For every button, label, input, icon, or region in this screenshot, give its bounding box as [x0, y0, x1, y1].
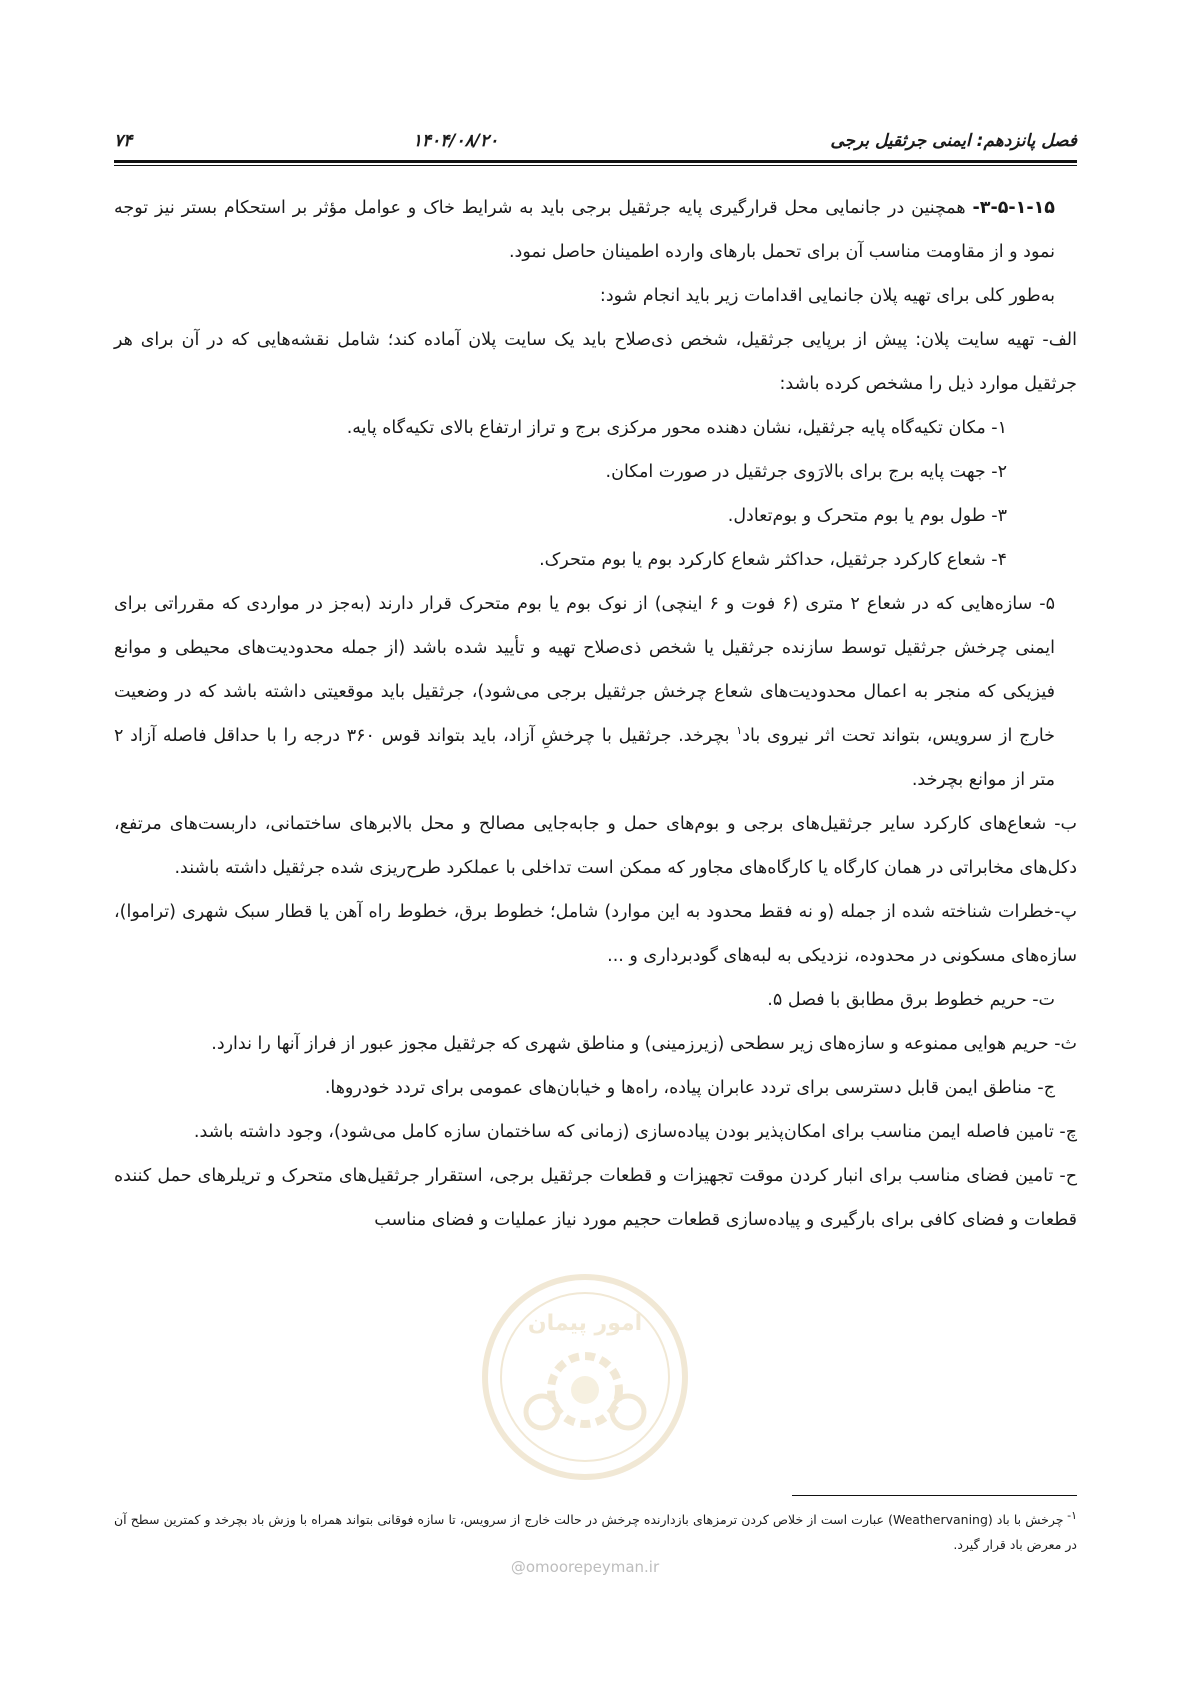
page-header — [114, 126, 1077, 156]
watermark-logo-text: امور پیمان — [527, 1311, 643, 1336]
watermark-url: @omoorepeyman.ir — [510, 1558, 660, 1576]
page-number: ۷۴ — [114, 131, 133, 151]
page-body — [114, 186, 1077, 1242]
footnote-text-start: چرخش با باد ( — [987, 1512, 1064, 1527]
list-item-5 — [114, 582, 1077, 802]
list-item-2: ۲- جهت پایه برج برای بالارَوی جرثقیل در صورت امکان. — [605, 462, 1007, 482]
item-se: ث- حریم هوایی ممنوعه و سازه‌های زیر سطحی (زیرزمینی) و مناطق شهری که جرثقیل مجوز عبور از فراز آنها را ندارد. — [211, 1034, 1077, 1054]
list-item-5-text: ۵- سازه‌هایی که در شعاع ۲ متری (۶ فوت و ۶ اینچی) از نوک بوم یا بوم متحرک قرار دارند (به‌جز در مواردی که مقرراتی برای ایمنی چرخش جرثقیل توسط سازنده جرثقیل یا شخص ذی‌صلاح تهیه و تأیید شده باشد (از جمله محدودیت‌های محیطی و موانع فیزیکی که منجر به اعمال محدودیت‌های شعاع چرخش جرثقیل برجی می‌شود)، جرثقیل باید موقعیتی داشته باشد که در وضعیت خارج از سرویس، بتواند تحت اثر نیروی باد — [114, 594, 1055, 746]
item-jim: ج- مناطق ایمن قابل دسترسی برای تردد عابران پیاده، راه‌ها و خیابان‌های عمومی برای تردد خودروها. — [324, 1078, 1055, 1098]
list-item-4: ۴- شعاع کارکرد جرثقیل، حداکثر شعاع کارکرد بوم یا بوم متحرک. — [539, 550, 1007, 570]
footnote — [114, 1507, 1077, 1557]
header-rule-thick — [114, 160, 1077, 163]
footnote-marker: ۱- — [1063, 1508, 1077, 1522]
header-rule-thin — [114, 165, 1077, 166]
item-he: ح- تامین فضای مناسب برای انبار کردن موقت تجهیزات و قطعات جرثقیل برجی، استقرار جرثقیل‌های متحرک و تریلرهای حمل کننده قطعات و فضای کافی برای بارگیری و پیاده‌سازی قطعات حجیم مورد نیاز عملیات و فضای مناسب — [114, 1166, 1077, 1230]
item-be: ب- شعاع‌های کارکرد سایر جرثقیل‌های برجی و بوم‌های حمل و جابه‌جایی مصالح و محل بالابرهای ساختمانی، داربست‌های مرتفع، دکل‌های مخابراتی در همان کارگاه یا کارگاه‌های مجاور که ممکن است تداخلی با عملکرد طرح‌ریزی شده جرثقیل داشته باشند. — [114, 814, 1077, 878]
footnote-text-end: ) عبارت است از خلاص کردن ترمزهای بازدارنده چرخش در حالت خارج از سرویس، تا سازه فوقانی بتواند همراه با وزش باد بچرخد و کمترین سطح آن در معرض باد قرار گیرد. — [114, 1512, 1077, 1552]
footnote-reference: ۱ — [736, 724, 743, 738]
item-pe: پ-خطرات شناخته شده از جمله (و نه فقط محدود به این موارد) شامل؛ خطوط برق، خطوط راه آهن یا قطار سبک شهری (تراموا)، سازه‌های مسکونی در محدوده، نزدیکی به لبه‌های گودبرداری و ... — [114, 902, 1077, 966]
chapter-title: فصل پانزدهم: ایمنی جرثقیل برجی — [830, 131, 1077, 151]
section-number: ۳-۵-۱-۱۵- — [972, 198, 1055, 218]
section-text: همچنین در جانمایی محل قرارگیری پایه جرثقیل برجی باید به شرایط خاک و عوامل مؤثر بر استحکام بستر نیز توجه نمود و از مقاومت مناسب آن برای تحمل بارهای وارده اطمینان حاصل نمود. — [114, 198, 1055, 262]
list-item-3: ۳- طول بوم یا بوم متحرک و بوم‌تعادل. — [727, 506, 1007, 526]
intro-paragraph: به‌طور کلی برای تهیه پلان جانمایی اقدامات زیر باید انجام شود: — [599, 286, 1055, 306]
header-date: ۱۴۰۴/۰۸/۲۰ — [412, 131, 499, 151]
footnote-term: Weathervaning — [892, 1512, 988, 1527]
list-item-5-text-end: بچرخد. جرثقیل با چرخشِ آزاد، باید بتواند قوس ۳۶۰ درجه را با حداقل فاصله آزاد ۲ متر از موانع بچرخد. — [114, 726, 1055, 790]
footnote-separator — [792, 1495, 1077, 1496]
item-che: چ- تامین فاصله ایمن مناسب برای امکان‌پذیر بودن پیاده‌سازی (زمانی که ساختمان سازه کامل می‌شود)، وجود داشته باشد. — [193, 1122, 1077, 1142]
item-te: ت- حریم خطوط برق مطابق با فصل ۵. — [767, 990, 1055, 1010]
list-item-1: ۱- مکان تکیه‌گاه پایه جرثقیل، نشان دهنده محور مرکزی برج و تراز ارتفاع بالای تکیه‌گاه پایه. — [346, 418, 1007, 438]
section-paragraph — [114, 186, 1077, 274]
watermark-logo — [470, 1262, 700, 1492]
item-alef: الف- تهیه سایت پلان: پیش از برپایی جرثقیل، شخص ذی‌صلاح باید یک سایت پلان آماده کند؛ شامل نقشه‌هایی که در آن برای هر جرثقیل موارد ذیل را مشخص کرده باشد: — [114, 330, 1077, 394]
